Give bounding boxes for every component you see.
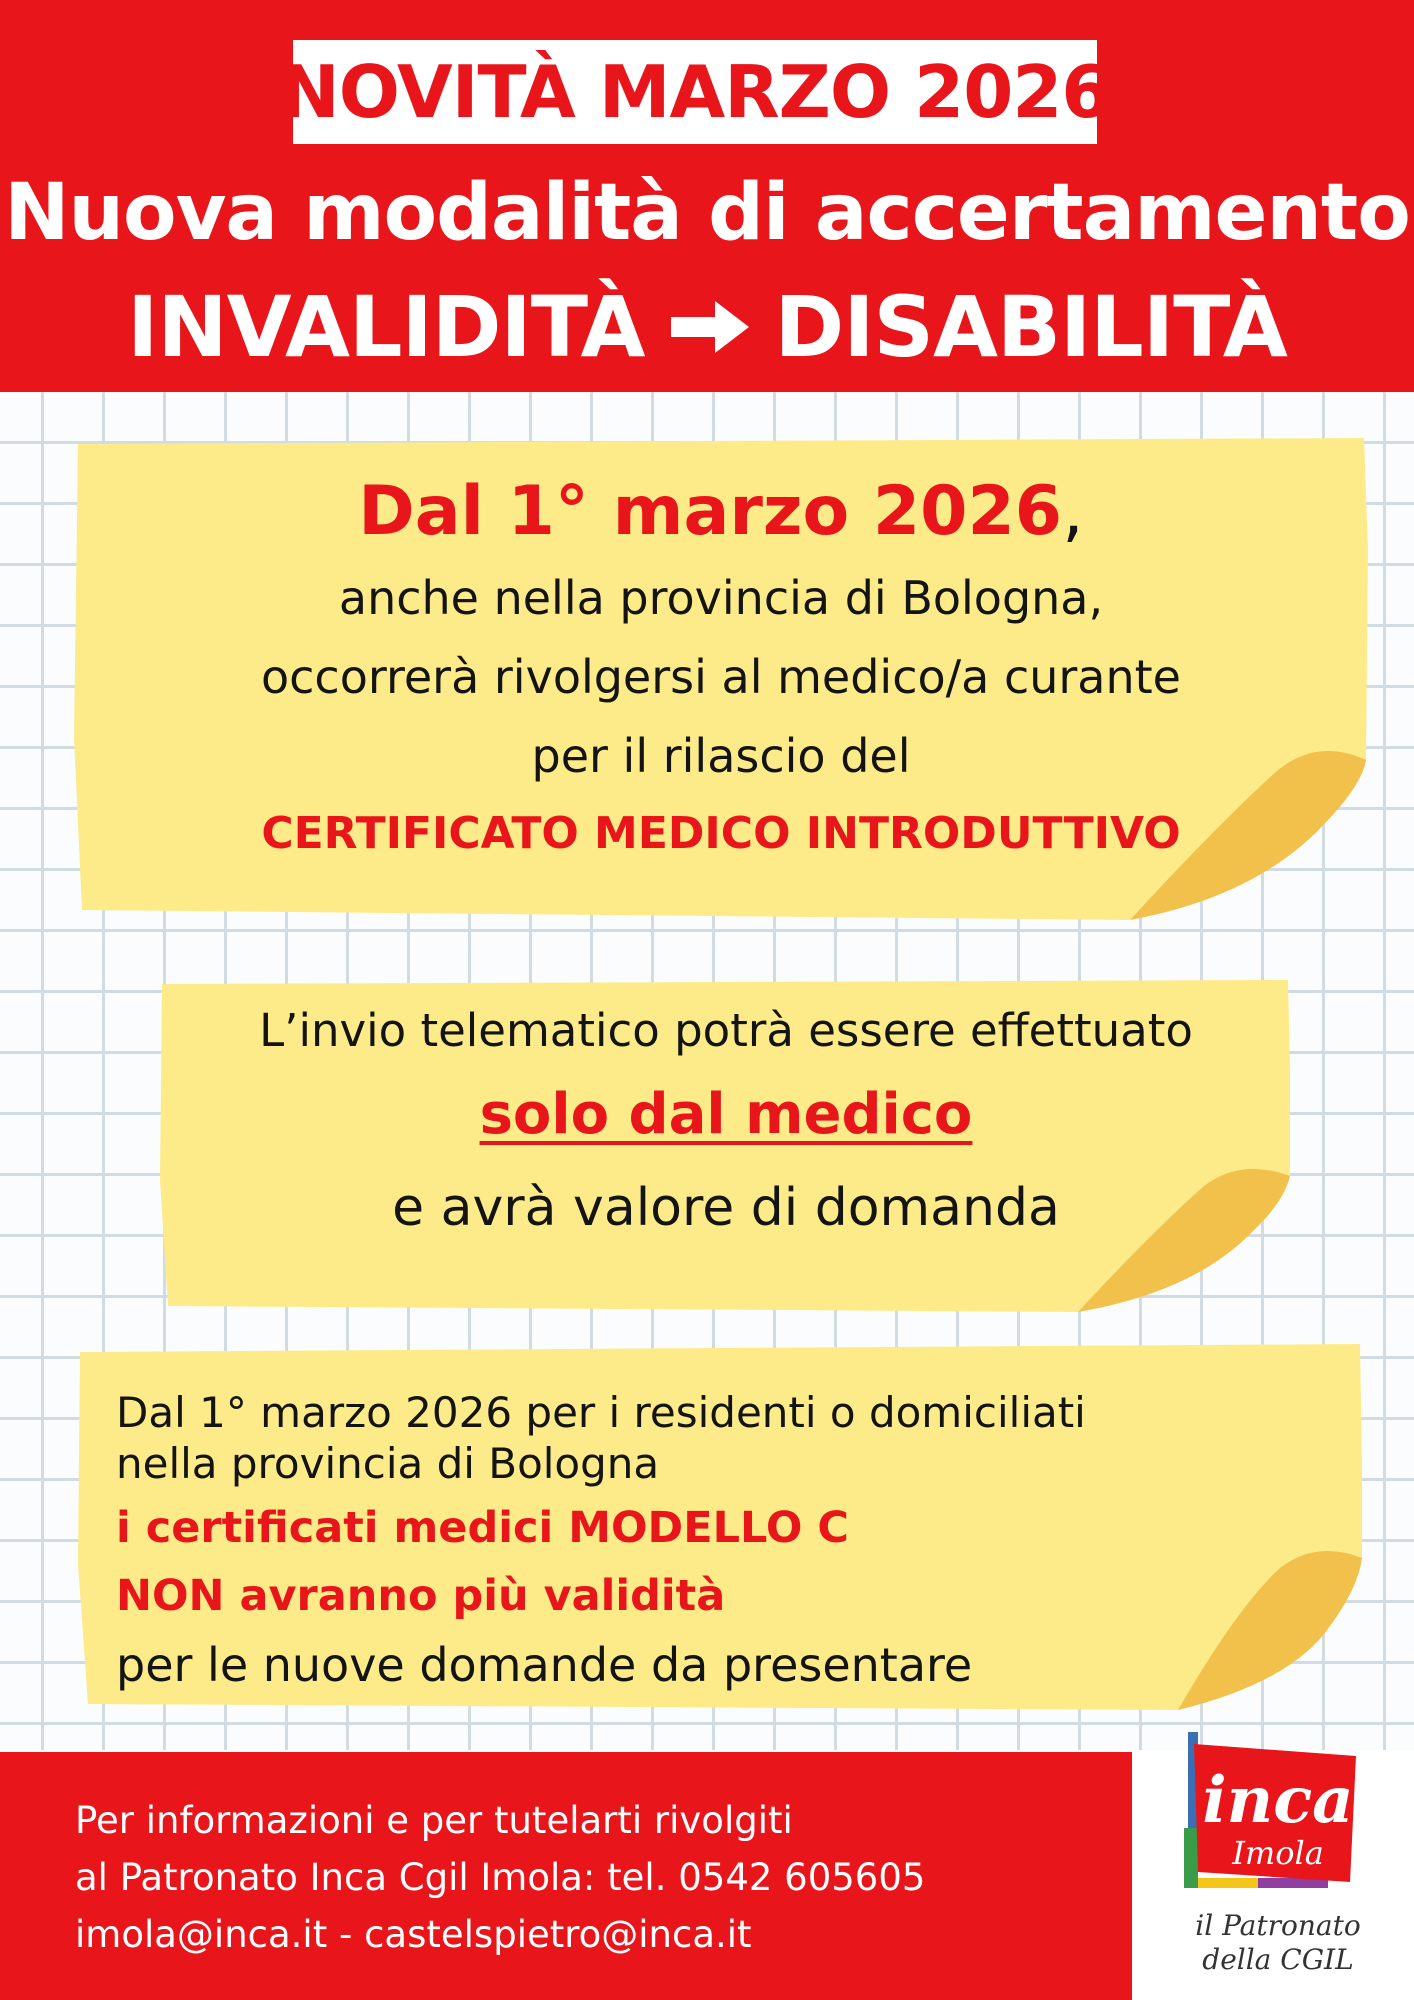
note3-red2: NON avranno più validità <box>116 1571 726 1621</box>
logo-tagline-1: il Patronato <box>1195 1909 1361 1942</box>
logo-tagline-2: della CGIL <box>1202 1943 1354 1976</box>
note1-line3: per il rilascio del <box>531 729 911 783</box>
note1-date: Dal 1° marzo 2026 <box>358 472 1063 551</box>
note3-line5: per le nuove domande da presentare <box>116 1638 973 1692</box>
note3-line2: nella provincia di Bologna <box>116 1439 660 1488</box>
title-right: DISABILITÀ <box>774 278 1287 376</box>
note2-highlight: solo dal medico <box>479 1082 973 1147</box>
footer-line2: al Patronato Inca Cgil Imola: tel. 0542 605605 <box>75 1856 926 1899</box>
badge-text: NOVITÀ MARZO 2026 <box>279 50 1111 134</box>
note2-line3: e avrà valore di domanda <box>392 1178 1060 1238</box>
note1-date-comma: , <box>1062 472 1084 551</box>
title-left: INVALIDITÀ <box>127 278 645 376</box>
footer-line3: imola@inca.it - castelspietro@inca.it <box>75 1913 752 1956</box>
arrow-right-icon <box>671 301 749 353</box>
note1-highlight: CERTIFICATO MEDICO INTRODUTTIVO <box>261 808 1181 859</box>
logo-brand: inca <box>1202 1763 1354 1838</box>
note1-line2: occorrerà rivolgersi al medico/a curante <box>261 650 1181 704</box>
note3-line1: Dal 1° marzo 2026 per i residenti o domiciliati <box>116 1388 1086 1437</box>
header-banner <box>0 0 1414 392</box>
header-subtitle <box>0 278 1414 376</box>
note3-red1: i certificati medici MODELLO C <box>116 1503 849 1553</box>
sticky-note-3 <box>74 1344 1364 1710</box>
note1-line1: anche nella provincia di Bologna, <box>338 571 1104 625</box>
footer-banner <box>0 1752 1132 2000</box>
sticky-note-1 <box>70 438 1372 920</box>
note2-line1: L’invio telematico potrà essere effettuato <box>259 1004 1193 1057</box>
header-title: Nuova modalità di accertamento <box>4 168 1410 258</box>
logo-city: Imola <box>1232 1834 1324 1872</box>
badge-box <box>279 40 1111 144</box>
sticky-note-2 <box>158 980 1294 1312</box>
footer-line1: Per informazioni e per tutelarti rivolgiti <box>75 1799 793 1842</box>
